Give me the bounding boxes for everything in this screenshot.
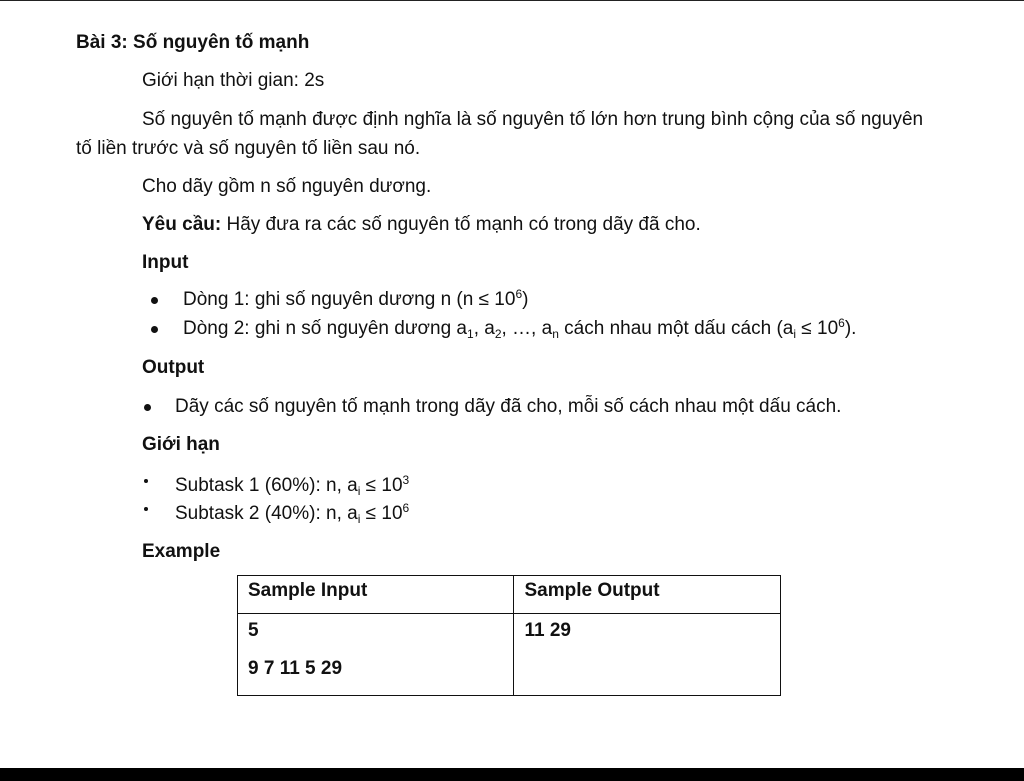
sample-output-cell	[514, 614, 781, 696]
time-limit: Giới hạn thời gian: 2s	[142, 70, 325, 91]
output-heading: Output	[142, 357, 205, 378]
requirement	[142, 213, 701, 237]
subtask-2: Subtask 2 (40%): n, $a_i \le 10^6$	[175, 501, 410, 526]
definition-line-1: Số nguyên tố mạnh được định nghĩa là số nguyên tố lớn hơn trung bình cộng của số nguyên	[142, 109, 924, 130]
page-top-border	[0, 0, 1024, 1]
given-statement: Cho dãy gồm n số nguyên dương.	[142, 176, 432, 197]
requirement-label: Yêu cầu:	[142, 214, 222, 235]
sample-input-header: Sample Input	[238, 576, 514, 614]
sample-input-cell	[238, 614, 514, 696]
bullet-icon	[151, 326, 158, 333]
bullet-icon	[144, 404, 151, 411]
bullet-icon	[144, 479, 148, 483]
limits-heading: Giới hạn	[142, 434, 220, 455]
output-line-1: Dãy các số nguyên tố mạnh trong dãy đã cho, mỗi số cách nhau một dấu cách.	[175, 396, 842, 417]
subtask-1: Subtask 1 (60%): n, $a_i \le 10^3$	[175, 473, 410, 498]
table-header-row	[238, 576, 781, 614]
definition-line-2: tố liền trước và số nguyên tố liền sau nó.	[76, 138, 421, 159]
requirement-text: Hãy đưa ra các số nguyên tố mạnh có trong dãy đã cho.	[221, 214, 701, 235]
input-heading: Input	[142, 252, 189, 273]
example-table	[237, 575, 781, 696]
table-row	[238, 614, 781, 696]
sample-input-line: 9 7 11 5 29	[248, 658, 343, 679]
example-heading: Example	[142, 541, 221, 562]
sample-output-line: 11 29	[524, 620, 571, 641]
problem-title: Bài 3: Số nguyên tố mạnh	[76, 32, 310, 53]
sample-input-line: 5	[248, 620, 259, 641]
sample-output-header: Sample Output	[514, 576, 781, 614]
bullet-icon	[144, 507, 148, 511]
input-line-1: Dòng 1: ghi số nguyên dương n $(n \le 10^6)$	[183, 287, 529, 310]
bullet-icon	[151, 297, 158, 304]
input-line-2: Dòng 2: ghi n số nguyên dương $a_1$, $a_2$, …, $a_n$ cách nhau một dấu cách $(a_i \le 10^6)$.	[183, 316, 857, 341]
